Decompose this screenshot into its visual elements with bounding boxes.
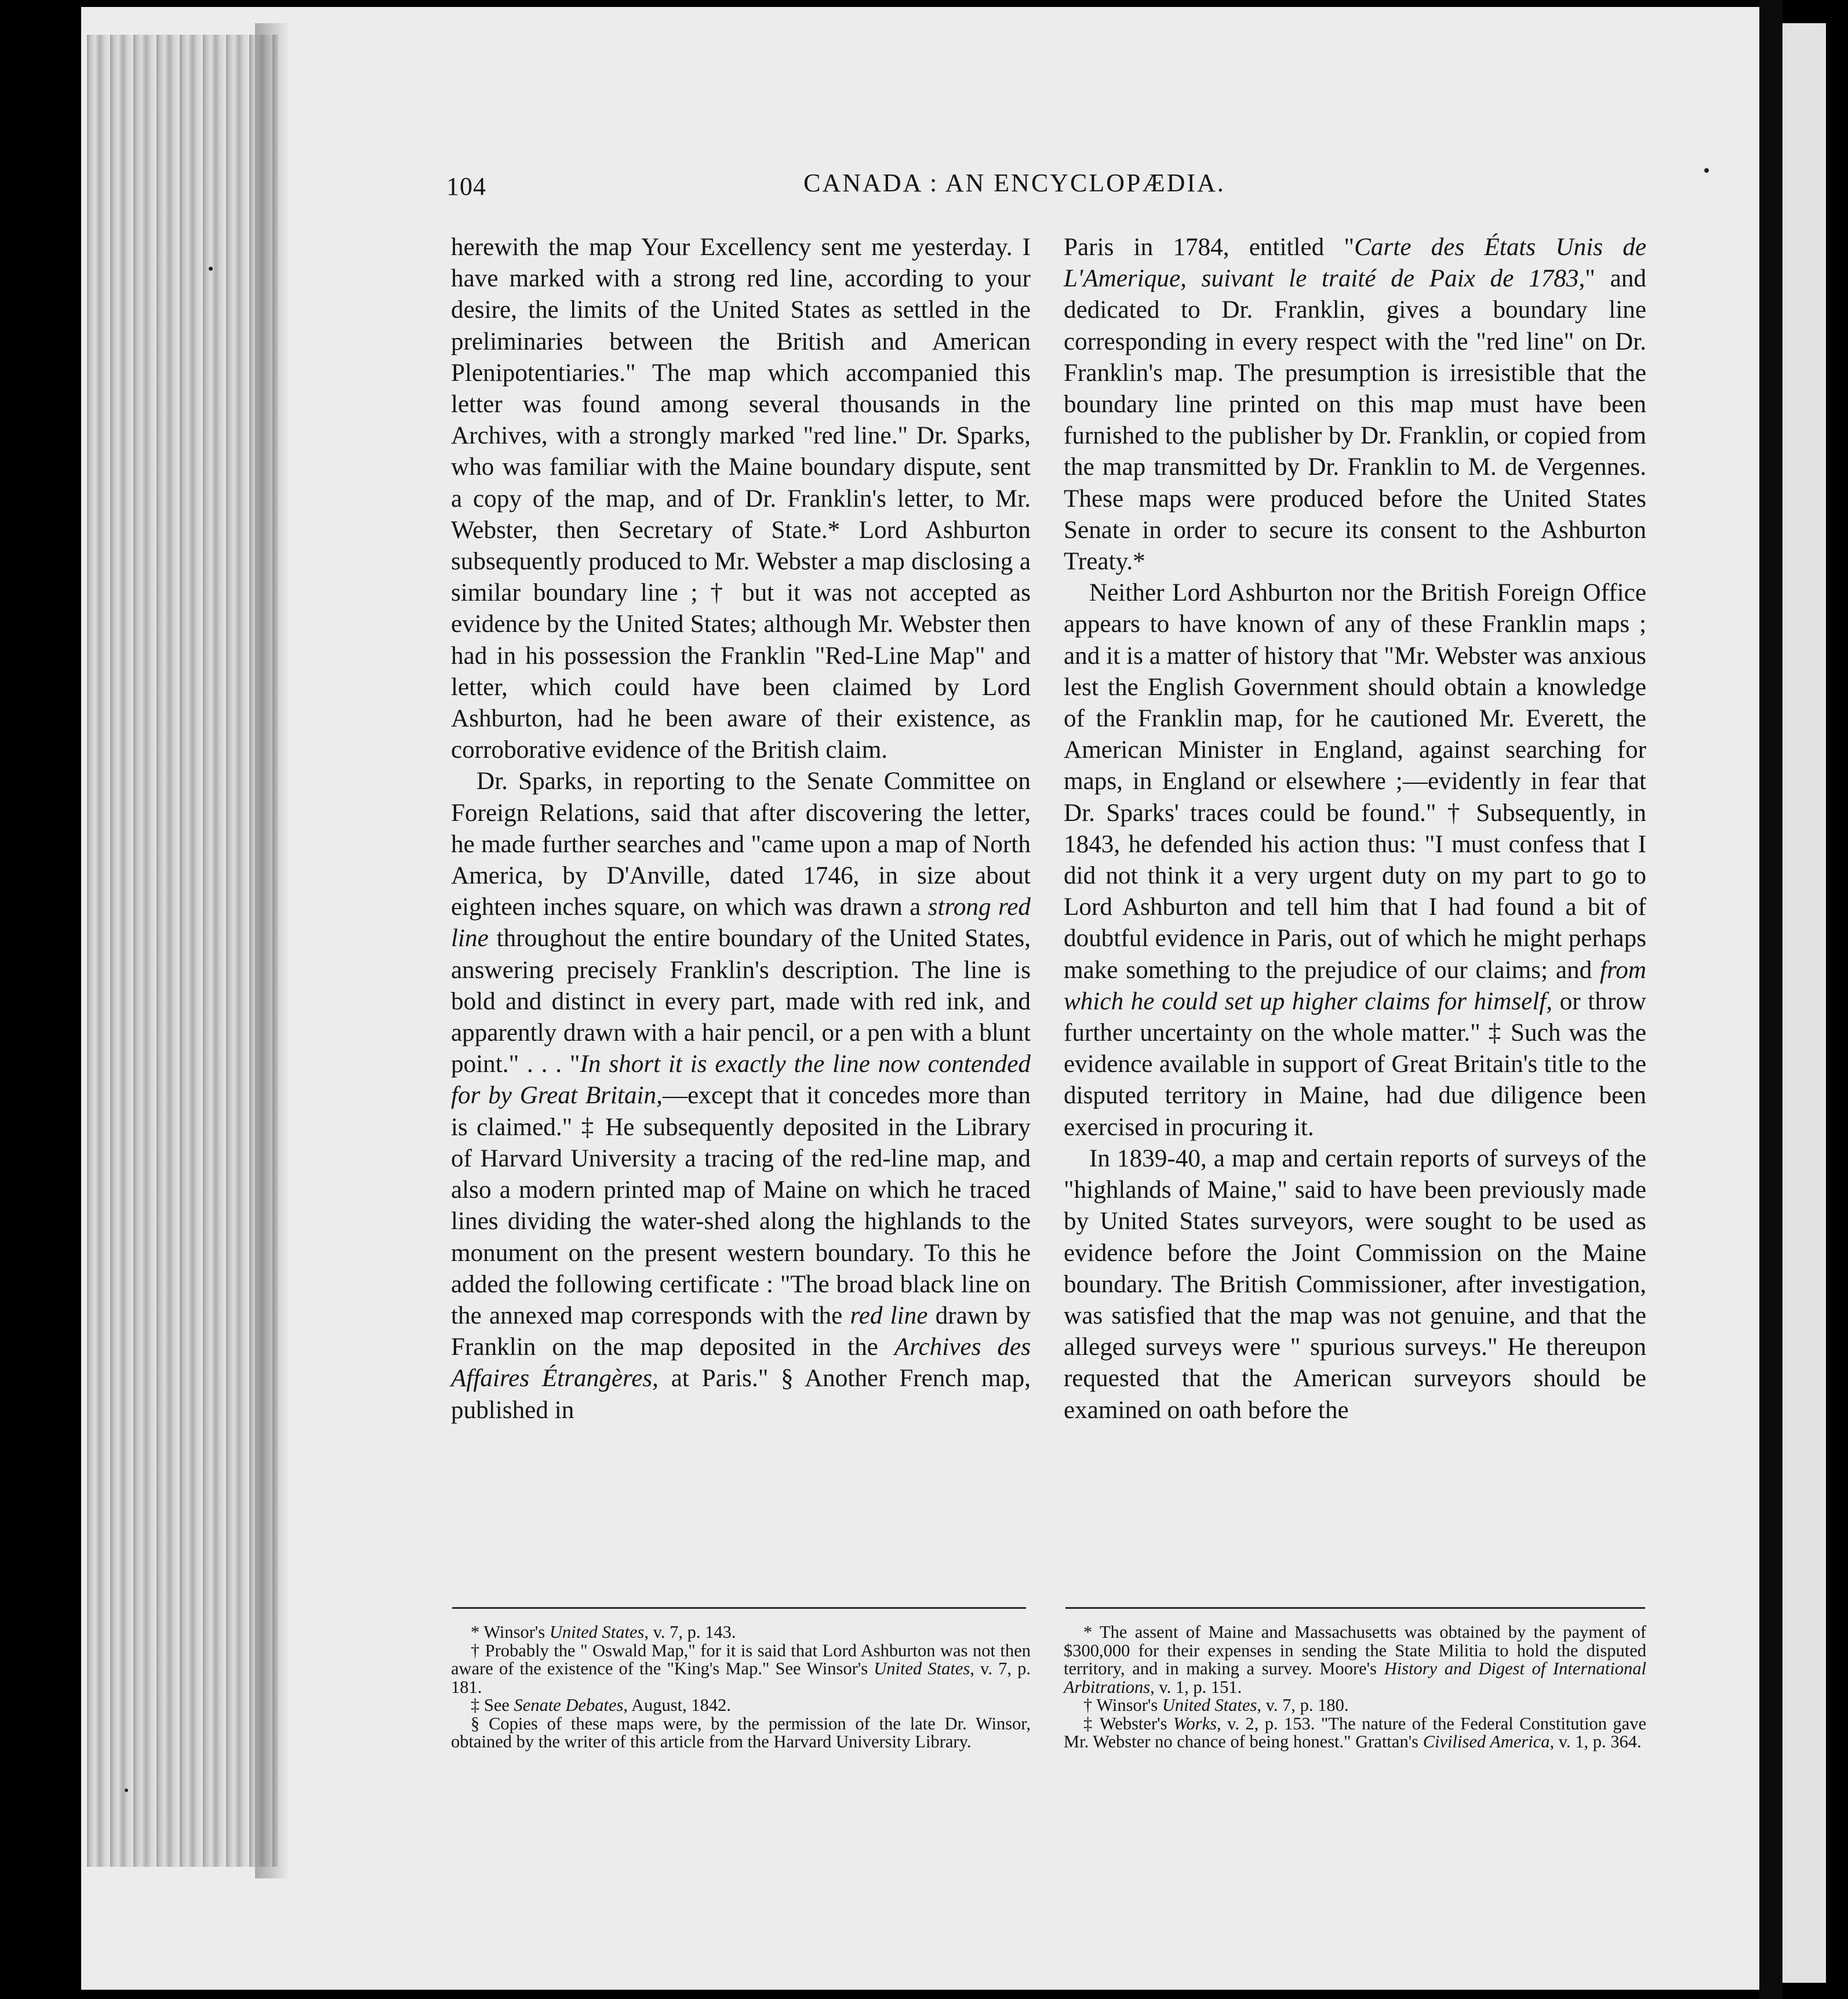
paragraph xyxy=(451,766,1031,1426)
italic-run: United States xyxy=(1162,1695,1257,1715)
text-run: , v. 2, p. 153. "The nature of the Federal Constitution gave Mr. Webster no chance of being honest." Grattan's xyxy=(1064,1713,1647,1751)
scanner-frame-band xyxy=(1759,0,1782,1999)
footnote xyxy=(1064,1623,1646,1696)
footnote xyxy=(451,1642,1031,1697)
running-head: CANADA : AN ENCYCLOPÆDIA. xyxy=(803,169,1225,197)
scan-speck xyxy=(1704,168,1709,173)
text-run: ‡ See xyxy=(471,1695,514,1715)
text-run: † Winsor's xyxy=(1083,1695,1162,1715)
footnotes-right xyxy=(1064,1623,1646,1751)
text-run: or throw further uncertainty on the whole matter." ‡ Such was the evidence available in support of Great Britain's title to the disputed territory in Maine, had due diligence been exercised in procuring it. xyxy=(1064,987,1646,1141)
text-run: * Winsor's xyxy=(471,1622,550,1642)
italic-run: United States xyxy=(874,1659,970,1678)
italic-run: In short it is exactly the line now contended for by Great Britain, xyxy=(451,1051,1031,1110)
italic-run: Senate Debates xyxy=(514,1695,624,1715)
footnote xyxy=(1064,1715,1646,1751)
text-run: * The assent of Maine and Massachusetts was obtained by the payment of $300,000 for their expenses in sending the State Militia to hold the disputed territory, and in making a survey. Moore's xyxy=(1064,1622,1646,1678)
italic-run: Civilised America xyxy=(1423,1732,1550,1751)
text-run: Dr. Sparks, in reporting to the Senate Committee on Foreign Relations, said that after discovering the letter, he made further searches and "came upon a map of North America, by D'Anville, dated 1746, in size about eighteen inches square, on which was drawn a xyxy=(451,768,1031,921)
italic-run: History and Digest of International Arbitrations xyxy=(1064,1659,1646,1697)
right-column xyxy=(1064,232,1646,1426)
text-run: † Probably the " Oswald Map," for it is said that Lord Ashburton was not then aware of the existence of the "King's Map." See Winsor's xyxy=(451,1640,1031,1678)
footnote xyxy=(451,1696,1031,1715)
italic-run: United States xyxy=(549,1622,645,1642)
paragraph xyxy=(1064,577,1646,1143)
footnote-rule xyxy=(452,1607,1026,1609)
text-run: drawn by Franklin on the map deposited in the xyxy=(451,1302,1031,1361)
text-run: , v. 1, p. 151. xyxy=(1150,1677,1242,1697)
text-run: —except that it concedes more than is claimed." ‡ He subsequently deposited in the Library of Harvard University a tracing of the red-line map, and also a modern printed map of Maine on which he traced lines dividing the water-shed along the highlands to the monument on the present western boundary. To this he added the following certificate : "The broad black line on the annexed map corresponds with the xyxy=(451,1082,1031,1329)
italic-run: from which he could set up higher claims for himself, xyxy=(1064,956,1646,1015)
text-run: Paris in 1784, entitled " xyxy=(1064,234,1355,261)
text-run: , August, 1842. xyxy=(623,1695,731,1715)
paragraph xyxy=(1064,232,1646,577)
footnote xyxy=(1064,1696,1646,1715)
text-run: Neither Lord Ashburton nor the British Foreign Office appears to have known of any of these Franklin maps ; and it is a matter of history that "Mr. Webster was anxious lest the English Government should obtain a knowledge of the Franklin map, for he cautioned Mr. Everett, the American Minister in England, against searching for maps, in England or elsewhere ;—evidently in fear that Dr. Sparks' traces could be found." † Subsequently, in 1843, he defended his action thus: "I must confess that I did not think it a very urgent duty on my part to go to Lord Ashburton and tell him that I had found a bit of doubtful evidence in Paris, out of which he might perhaps make something to the prejudice of our claims; and xyxy=(1064,579,1646,984)
italic-run: Works xyxy=(1173,1713,1217,1733)
footnote-rule xyxy=(1065,1607,1645,1609)
text-run: , v. 7, p. 143. xyxy=(644,1622,736,1642)
book-page-edges xyxy=(87,35,278,1867)
text-run: , v. 7, p. 181. xyxy=(451,1659,1031,1697)
text-run: , v. 7, p. 180. xyxy=(1257,1695,1349,1715)
left-column xyxy=(451,232,1031,1426)
text-run: , v. 1, p. 364. xyxy=(1549,1732,1642,1751)
text-run: " and dedicated to Dr. Franklin, gives a boundary line corresponding in every respect with the "red line" on Dr. Franklin's map. The presumption is irresistible that the boundary line printed on this map must have been furnished to the publisher by Dr. Franklin, or copied from the map transmitted by Dr. Franklin to M. de Vergennes. These maps were produced before the United States Senate in order to secure its consent to the Ashburton Treaty.* xyxy=(1064,265,1646,576)
scan-speck xyxy=(125,1789,128,1792)
text-run: at Paris." § Another French map, published in xyxy=(451,1365,1031,1424)
footnotes-left xyxy=(451,1623,1031,1751)
page-number: 104 xyxy=(446,172,486,201)
italic-run: Carte des États Unis de L'Amerique, suivant le traité de Paix de 1783, xyxy=(1064,234,1646,293)
scan-speck xyxy=(209,267,213,271)
paragraph: herewith the map Your Excellency sent me yesterday. I have marked with a strong red line, according to your desire, the limits of the United States as settled in the preliminaries between the British and American Plenipotentiaries." The map which accompanied this letter was found among several thousands in the Archives, with a strongly marked "red line." Dr. Sparks, who was familiar with the Maine boundary dispute, sent a copy of the map, and of Dr. Franklin's letter, to Mr. Webster, then Secretary of State.* Lord Ashburton subsequently produced to Mr. Webster a map disclosing a similar boundary line ; † but it was not accepted as evidence by the United States; although Mr. Webster then had in his possession the Franklin "Red-Line Map" and letter, which could have been claimed by Lord Ashburton, had he been aware of their existence, as corroborative evidence of the British claim. xyxy=(451,234,1031,764)
text-run: throughout the entire boundary of the United States, answering precisely Franklin's description. The line is bold and distinct in every part, made with red ink, and apparently drawn with a hair pencil, or a pen with a blunt point." . . . " xyxy=(451,925,1031,1078)
footnote xyxy=(451,1623,1031,1642)
italic-run: red line xyxy=(850,1302,928,1329)
footnote: § Copies of these maps were, by the permission of the late Dr. Winsor, obtained by the writer of this article from the Harvard University Library. xyxy=(451,1713,1031,1751)
text-run: ‡ Webster's xyxy=(1083,1713,1173,1733)
paragraph: In 1839-40, a map and certain reports of surveys of the "highlands of Maine," said to have been previously made by United States surveyors, were sought to be used as evidence before the Joint Commission on the Maine boundary. The British Commissioner, after investigation, was satisfied that the map was not genuine, and that the alleged surveys were " spurious surveys." He thereupon requested that the American surveyors should be examined on oath before the xyxy=(1064,1144,1646,1424)
scanner-frame-edge xyxy=(1826,0,1848,1999)
gutter-shadow xyxy=(255,23,290,1878)
italic-run: strong red line xyxy=(451,893,1031,953)
italic-run: Archives des Affaires Étrangères, xyxy=(451,1333,1031,1393)
